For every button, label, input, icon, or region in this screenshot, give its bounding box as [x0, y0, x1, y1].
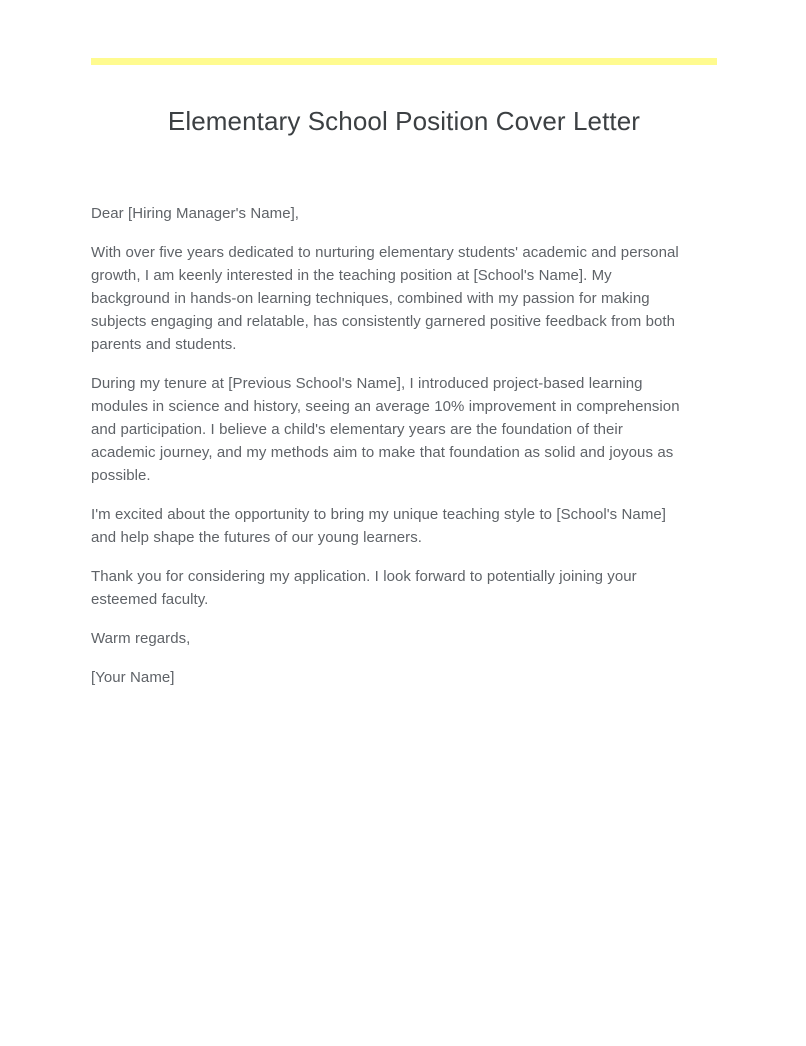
letter-signature: [Your Name]	[91, 669, 175, 686]
yellow-accent-bar	[91, 58, 717, 65]
letter-paragraph-enthusiasm: I'm excited about the opportunity to bring my unique teaching style to [School's Name] and help shape the futures of our young learners.	[91, 506, 666, 546]
letter-salutation: Dear [Hiring Manager's Name],	[91, 205, 300, 222]
page-title: Elementary School Position Cover Letter	[167, 106, 641, 136]
letter-body	[91, 202, 684, 689]
letter-paragraph-experience: During my tenure at [Previous School's Name], I introduced project-based learning modules in science and history, seeing an average 10% improvement in comprehension and participation. I believe a child's elementary years are the foundation of their academic journey, and my methods aim to make that foundation as solid and joyous as possible.	[91, 375, 680, 484]
letter-signoff: Warm regards,	[91, 630, 191, 647]
letter-paragraph-closing-thanks: Thank you for considering my application. I look forward to potentially joining your esteemed faculty.	[91, 568, 637, 608]
letter-paragraph-intro: With over five years dedicated to nurturing elementary students' academic and personal growth, I am keenly interested in the teaching position at [School's Name]. My background in hands-on learning techniques, combined with my passion for making subjects engaging and relatable, has consistently garnered positive feedback from both parents and students.	[91, 244, 679, 353]
